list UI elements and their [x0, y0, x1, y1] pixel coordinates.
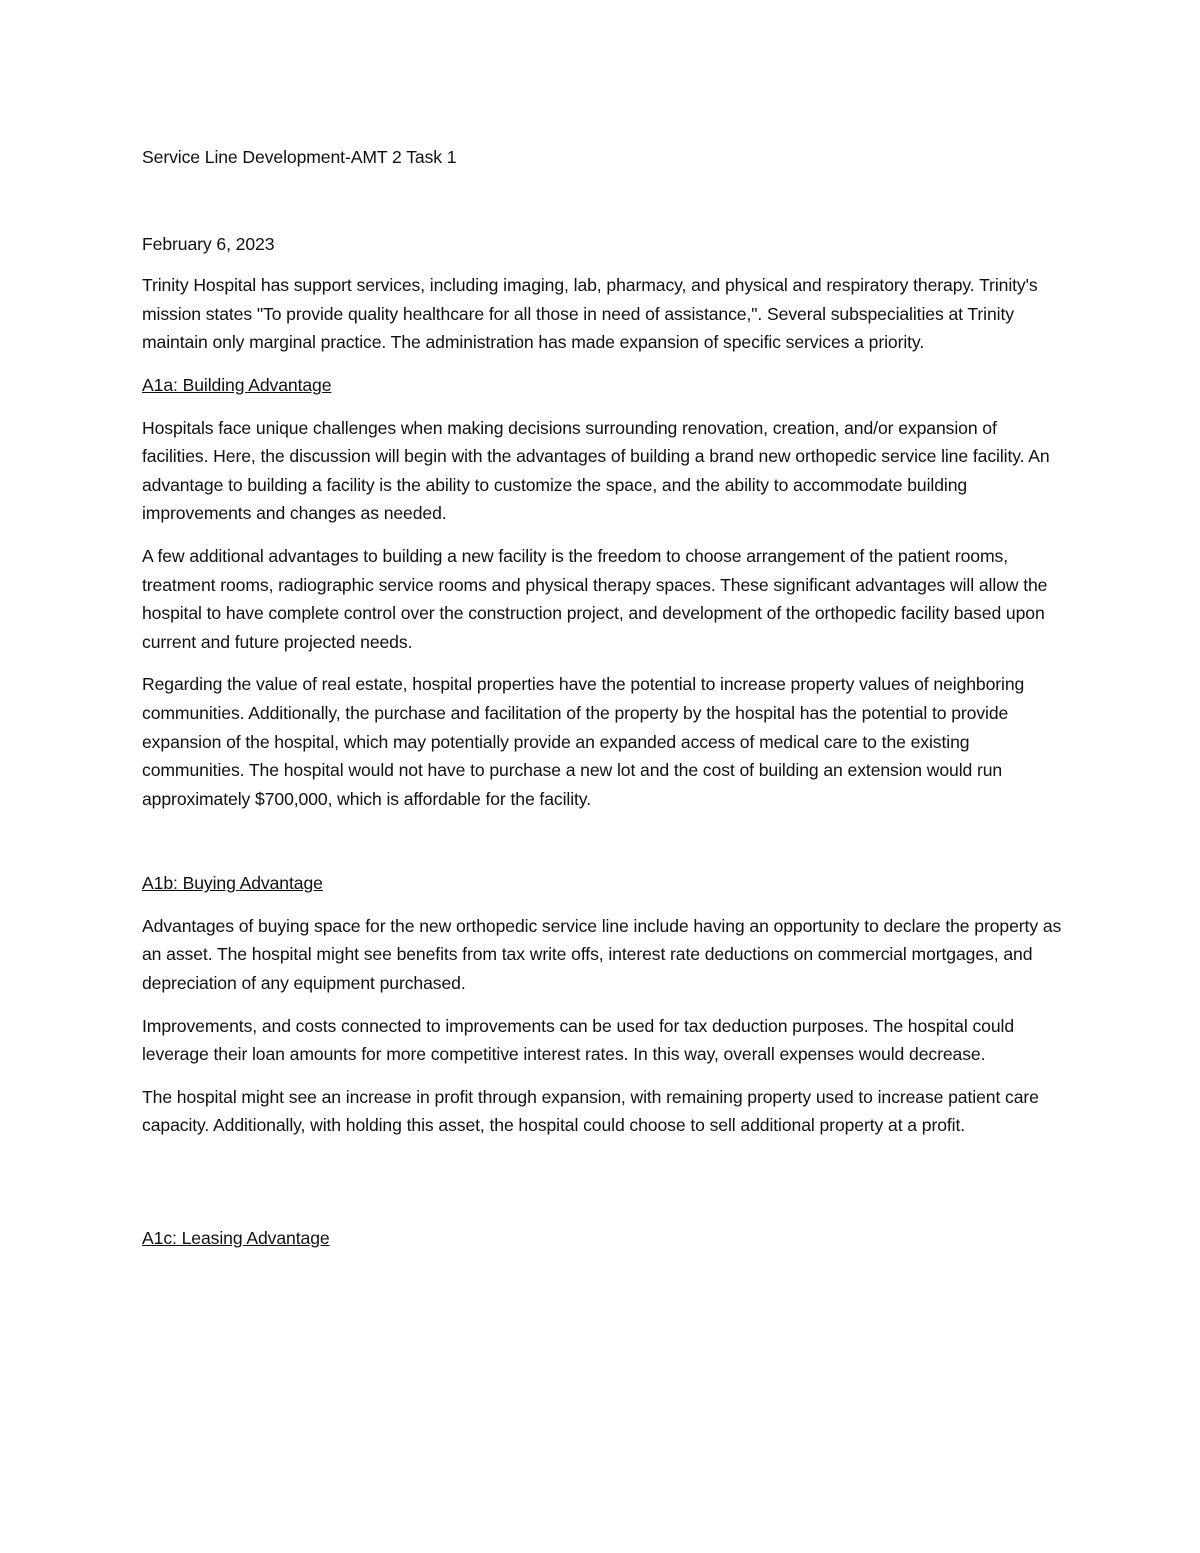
section-heading-leasing: A1c: Leasing Advantage	[142, 1228, 330, 1249]
document-title: Service Line Development-AMT 2 Task 1	[142, 147, 457, 167]
document-date: February 6, 2023	[142, 233, 275, 254]
building-paragraph-1: Hospitals face unique challenges when making decisions surrounding renovation, creation, and/or expansion of facilities. Here, the discussion will begin with the advantages of building a brand new orthopedic service line facility. An advantage to building a facility is the ability to customize the space, and the ability to accommodate building improvements and changes as needed.	[142, 417, 1050, 524]
section-heading-building: A1a: Building Advantage	[142, 374, 332, 395]
building-paragraph-3: Regarding the value of real estate, hospital properties have the potential to increase property values of neighboring communities. Additionally, the purchase and facilitation of the property by the hospital has the potential to provide expansion of the hospital, which may potentially provide an expanded access of medical care to the existing communities. The hospital would not have to purchase a new lot and the cost of building an extension would run approximately $700,000, which is affordable for the facility.	[142, 674, 1025, 809]
buying-paragraph-3: The hospital might see an increase in profit through expansion, with remaining property used to increase patient care capacity. Additionally, with holding this asset, the hospital could choose to sell additional property at a profit.	[142, 1086, 1039, 1136]
buying-paragraph-1: Advantages of buying space for the new orthopedic service line include having an opportunity to declare the property as an asset. The hospital might see benefits from tax write offs, interest rate deductions on commercial mortgages, and depreciation of any equipment purchased.	[142, 915, 1062, 994]
intro-paragraph: Trinity Hospital has support services, including imaging, lab, pharmacy, and physical and respiratory therapy. Trinity's mission states "To provide quality healthcare for all those in need of assistance,". Several subspecialities at Trinity maintain only marginal practice. The administration has made expansion of specific services a priority.	[142, 275, 1038, 353]
section-heading-buying: A1b: Buying Advantage	[142, 873, 323, 894]
document-body	[142, 143, 1067, 1267]
buying-paragraph-2: Improvements, and costs connected to improvements can be used for tax deduction purposes. The hospital could leverage their loan amounts for more competitive interest rates. In this way, overall expenses would decrease.	[142, 1015, 1014, 1065]
building-paragraph-2: A few additional advantages to building a new facility is the freedom to choose arrangement of the patient rooms, treatment rooms, radiographic service rooms and physical therapy spaces. These significant advantages will allow the hospital to have complete control over the construction project, and development of the orthopedic facility based upon current and future projected needs.	[142, 545, 1048, 652]
